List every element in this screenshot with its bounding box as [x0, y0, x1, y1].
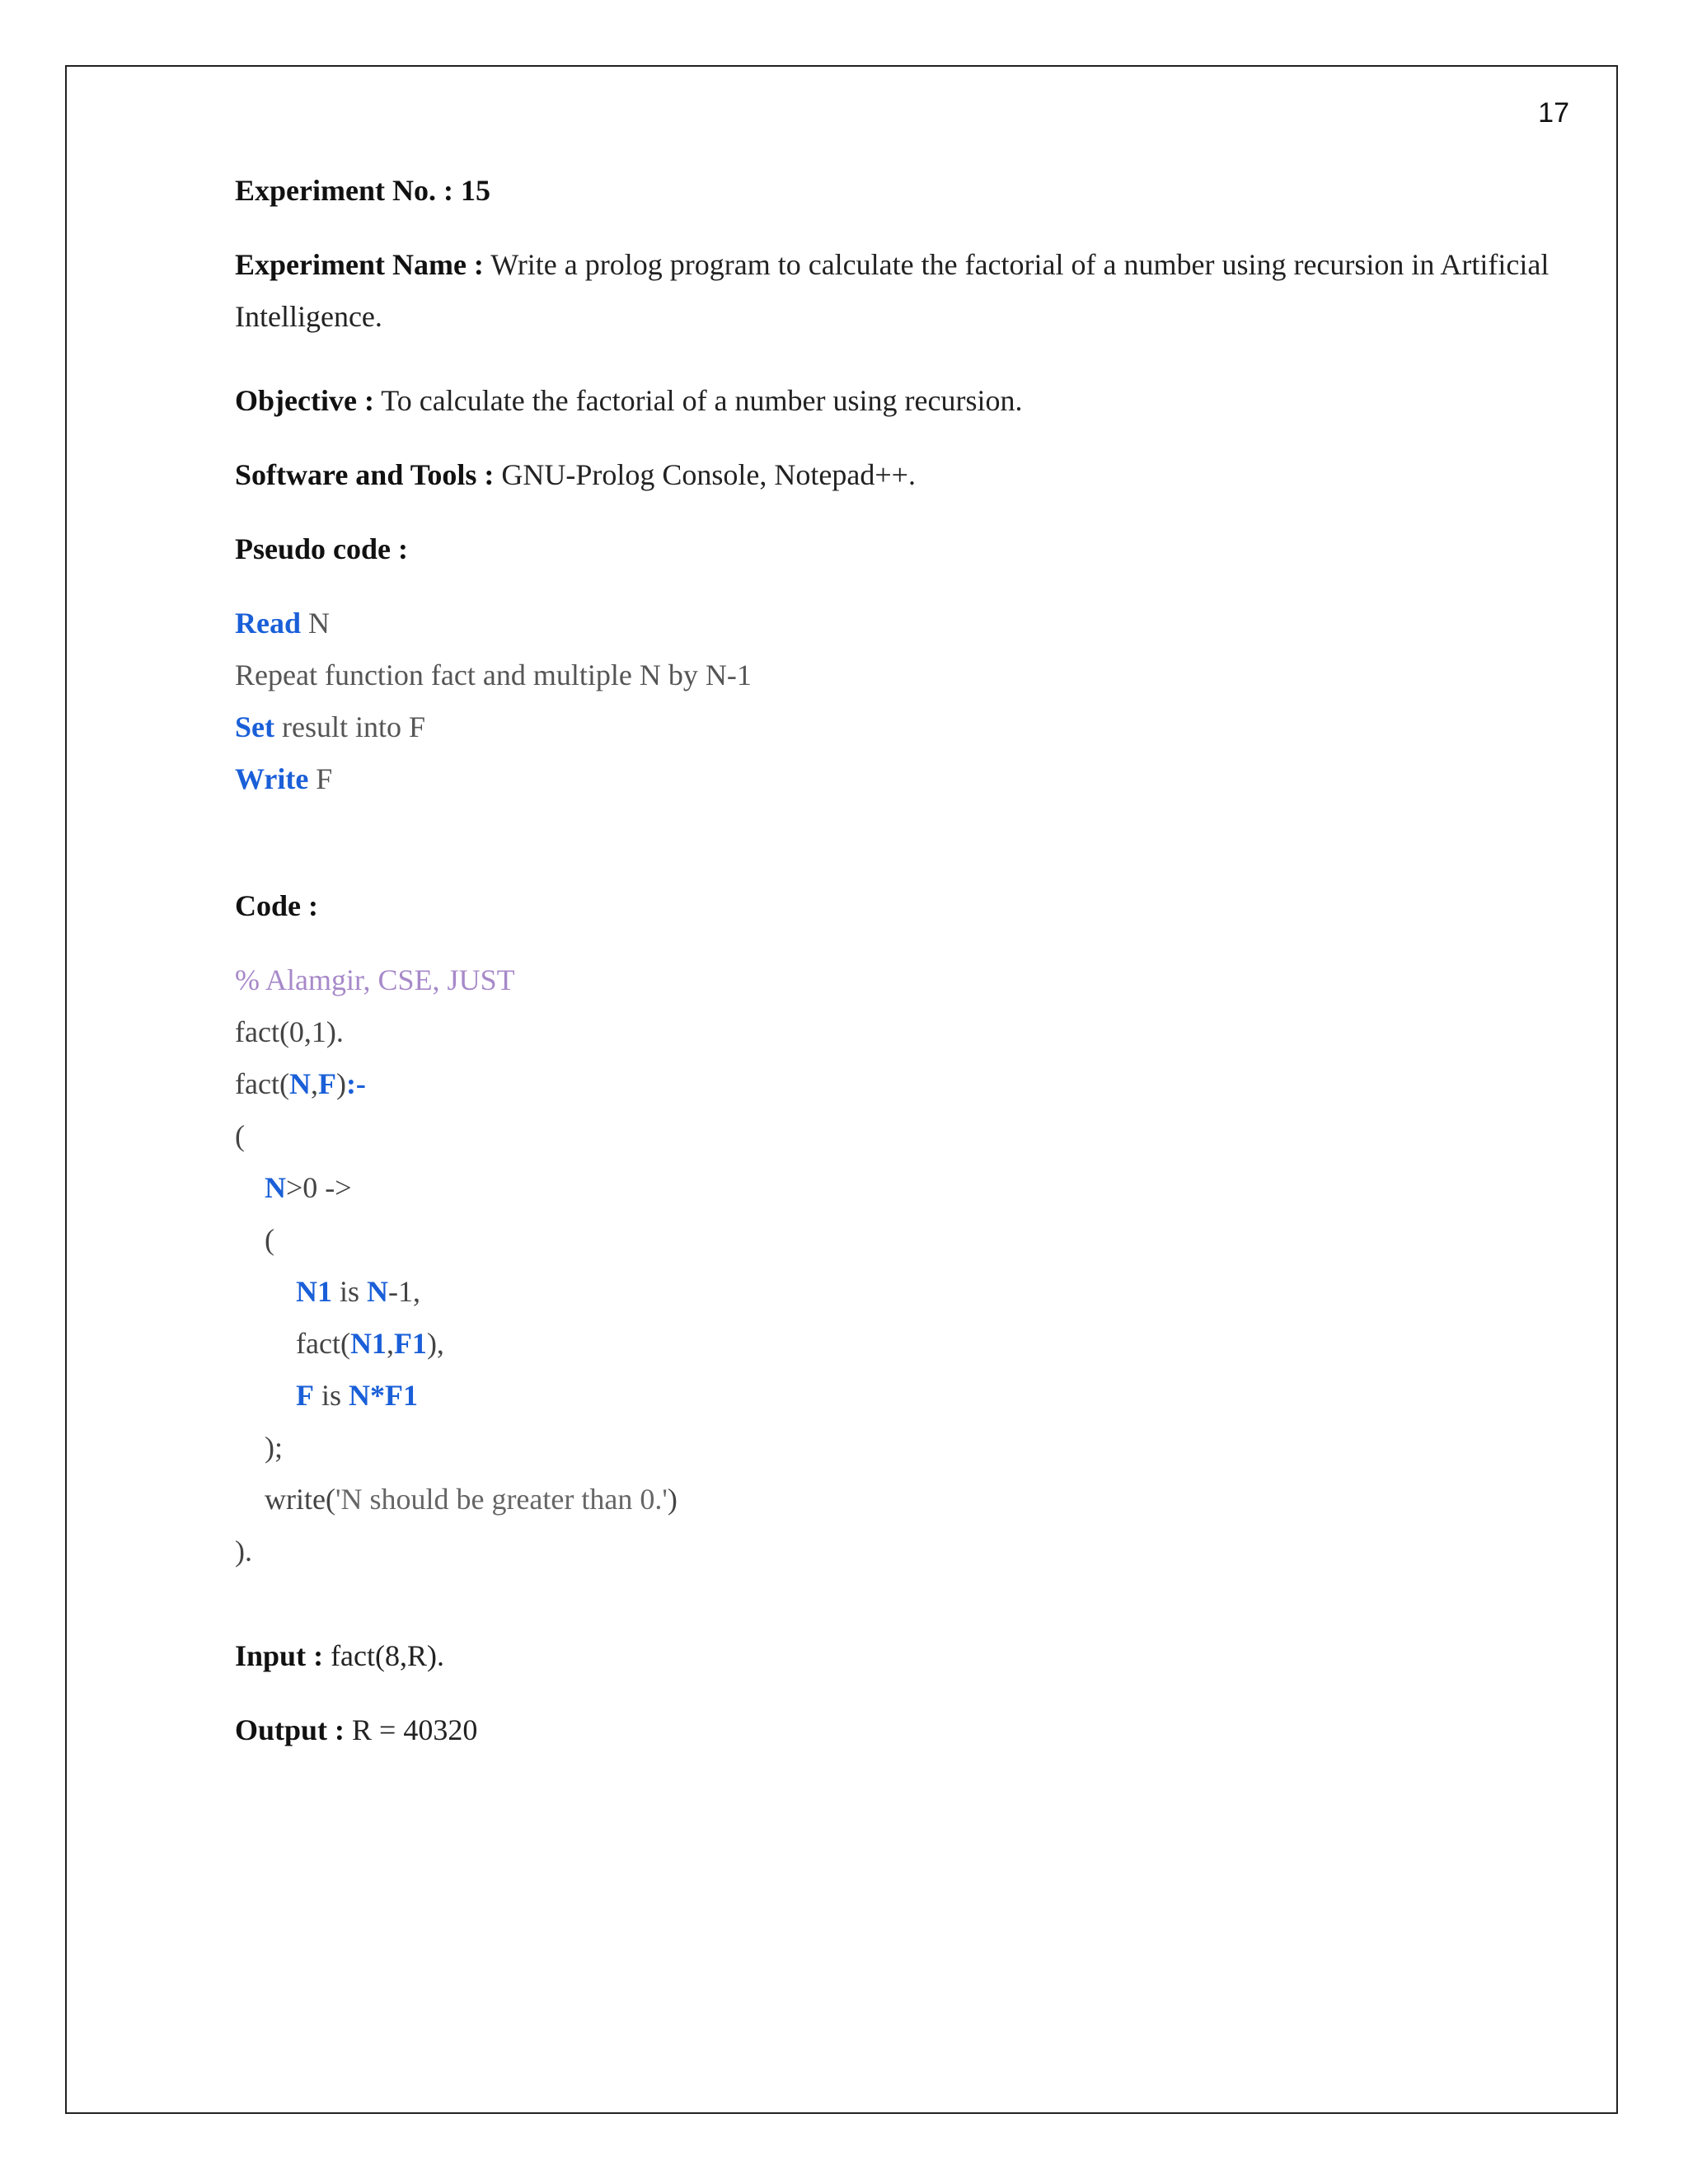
- code-text: fact(: [296, 1327, 350, 1360]
- code-line-inner-close: [265, 1422, 283, 1473]
- pseudo-code-heading-text: Pseudo code :: [235, 532, 408, 565]
- experiment-name: [235, 239, 1578, 343]
- code-comment-text: % Alamgir, CSE, JUST: [235, 963, 515, 996]
- code-heading-text: Code :: [235, 889, 318, 922]
- pseudo-line-3: [235, 701, 425, 752]
- code-heading: [235, 880, 318, 931]
- code-text: fact(0,1).: [235, 1015, 344, 1048]
- code-variable: N: [288, 1067, 311, 1100]
- code-line-condition: [265, 1162, 352, 1213]
- code-text: write(: [265, 1483, 335, 1516]
- output-line: [235, 1704, 477, 1755]
- pseudo-text: Repeat function fact and multiple N by N-1: [235, 658, 752, 691]
- code-text: is: [332, 1275, 368, 1308]
- code-neck-operator: :-: [345, 1067, 366, 1100]
- input-value: fact(8,R).: [331, 1639, 444, 1672]
- code-line-head: [235, 1058, 366, 1109]
- output-label: Output :: [235, 1713, 345, 1746]
- pseudo-text: result into F: [274, 710, 426, 743]
- code-text: );: [265, 1431, 283, 1464]
- experiment-number-text: Experiment No. : 15: [235, 174, 490, 207]
- pseudo-keyword-read: Read: [235, 607, 301, 640]
- code-text: ,: [386, 1327, 394, 1360]
- pseudo-keyword-set: Set: [235, 710, 274, 743]
- experiment-name-label: Experiment Name :: [235, 248, 484, 281]
- code-line-end: [235, 1526, 252, 1577]
- code-line-n1: [296, 1266, 420, 1317]
- code-variable: N: [367, 1275, 389, 1308]
- code-line-open: [235, 1110, 245, 1161]
- software-value: GNU-Prolog Console, Notepad++.: [501, 458, 916, 491]
- code-line-multiply: [296, 1370, 418, 1421]
- code-text: fact(: [235, 1067, 289, 1100]
- code-line-recursive-call: [296, 1318, 444, 1369]
- code-line-inner-open: [265, 1214, 274, 1265]
- pseudo-line-4: [235, 753, 332, 804]
- code-text: ): [667, 1483, 678, 1516]
- code-variable: F: [317, 1067, 336, 1100]
- code-text: ).: [235, 1535, 252, 1568]
- code-text: ): [335, 1067, 346, 1100]
- experiment-name-value: Write a prolog program to calculate the factorial of a number using recursion in Artificial Intelligence.: [235, 248, 1550, 333]
- pseudo-text: F: [308, 762, 333, 795]
- code-variable: F1: [393, 1327, 427, 1360]
- code-variable: N1: [349, 1327, 387, 1360]
- code-text: (: [265, 1223, 274, 1256]
- code-comment: [235, 954, 515, 1005]
- code-text: is: [314, 1379, 349, 1412]
- code-variable: N*F1: [349, 1379, 419, 1412]
- objective: [235, 375, 1022, 426]
- pseudo-code-heading: [235, 523, 408, 574]
- code-text: -1,: [388, 1275, 421, 1308]
- code-text: (: [235, 1119, 245, 1152]
- pseudo-keyword-write: Write: [235, 762, 309, 795]
- software-label: Software and Tools :: [235, 458, 495, 491]
- code-text: ),: [426, 1327, 444, 1360]
- code-variable: F: [296, 1379, 314, 1412]
- code-variable: N: [265, 1171, 286, 1204]
- pseudo-text: N: [301, 607, 330, 640]
- objective-label: Objective :: [235, 384, 374, 417]
- objective-value: To calculate the factorial of a number using recursion.: [381, 384, 1023, 417]
- code-text: ,: [310, 1067, 318, 1100]
- code-text: >0 ->: [286, 1171, 352, 1204]
- pseudo-line-1: [235, 598, 330, 649]
- code-string: 'N should be greater than 0.': [335, 1483, 668, 1516]
- pseudo-line-2: [235, 649, 752, 701]
- page-number: 17: [1538, 97, 1569, 129]
- input-label: Input :: [235, 1639, 324, 1672]
- software-tools: [235, 449, 916, 500]
- input-line: [235, 1630, 444, 1681]
- code-line-fact0: [235, 1006, 344, 1057]
- code-variable: N1: [296, 1275, 332, 1308]
- code-line-write: [265, 1474, 678, 1525]
- experiment-number: [235, 165, 490, 216]
- output-value: R = 40320: [352, 1713, 478, 1746]
